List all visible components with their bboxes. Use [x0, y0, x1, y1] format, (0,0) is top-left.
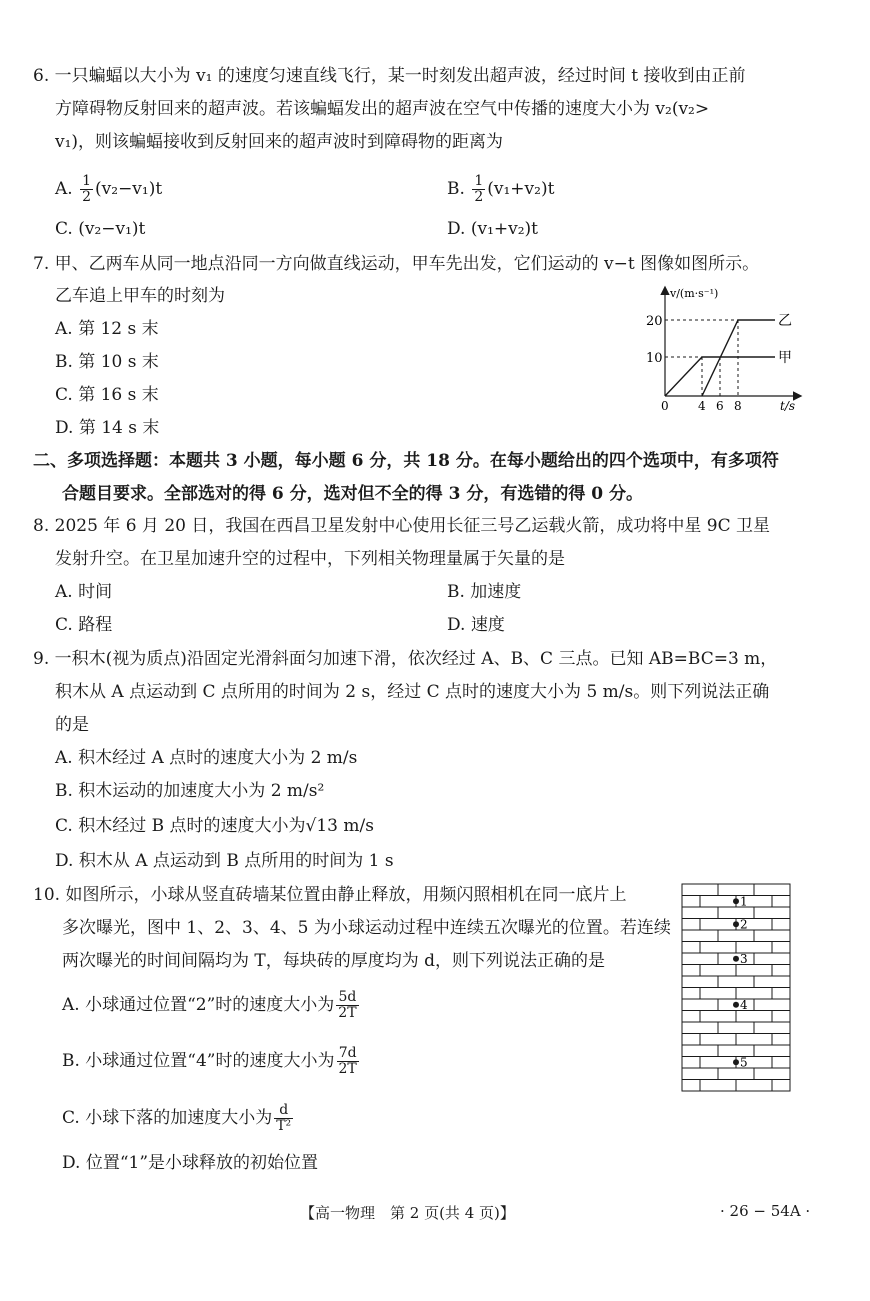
q10-line3: 两次曝光的时间间隔均为 T，每块砖的厚度均为 d，则下列说法正确的是: [62, 951, 606, 971]
brick-row: [682, 930, 790, 942]
fraction: $\frac{1}{2}$: [474, 173, 484, 205]
q7-option-a: A. 第 12 s 末: [55, 319, 159, 339]
q7-line2: 乙车追上甲车的时刻为: [55, 286, 225, 306]
q6-option-a: [55, 174, 162, 205]
ball-position-label: 5: [740, 1055, 748, 1070]
q8-line2: 发射升空。在卫星加速升空的过程中，下列相关物理量属于矢量的是: [55, 549, 565, 569]
ball-position-label: 4: [740, 997, 748, 1012]
brick-row: [682, 884, 790, 896]
ball-position: [733, 956, 739, 962]
q9-option-c: C. 积木经过 B 点时的速度大小为√13 m/s: [55, 816, 374, 836]
q8-line1: 8. 2025 年 6 月 20 日，我国在西昌卫星发射中心使用长征三号乙运载火箭，成功将中星 9C 卫星: [33, 516, 770, 536]
q7-option-b: B. 第 10 s 末: [55, 352, 159, 372]
q9-line1: 9. 一积木(视为质点)沿固定光滑斜面匀加速下滑，依次经过 A、B、C 三点。已知 AB=BC=3 m，: [33, 649, 778, 669]
q10-option-a: [62, 990, 361, 1021]
x-tick-0: 0: [661, 399, 669, 413]
y-tick-20: 20: [646, 314, 663, 329]
brick-row: [682, 1022, 790, 1034]
ball-position-label: 3: [740, 951, 748, 966]
q9-option-b: B. 积木运动的加速度大小为 2 m/s²: [55, 781, 325, 801]
q10-line1: 10. 如图所示，小球从竖直砖墙某位置由静止释放，用频闪照相机在同一底片上: [33, 885, 627, 905]
brick-row: [682, 907, 790, 919]
ball-position-label: 2: [740, 917, 748, 932]
series-label-yi: 乙: [778, 313, 792, 329]
option-text: C. 小球下落的加速度大小为: [62, 1108, 273, 1128]
q6-line3: v₁)，则该蝙蝠接收到反射回来的超声波时到障碍物的距离为: [55, 132, 504, 152]
q8-option-a: A. 时间: [55, 582, 113, 602]
q9-line3: 的是: [55, 715, 89, 735]
q6-option-c: C. (v₂−v₁)t: [55, 219, 146, 239]
option-label: A.: [55, 179, 73, 199]
q10-option-d: D. 位置“1”是小球释放的初始位置: [62, 1153, 319, 1173]
fraction: $\frac{7d}{2T}$: [338, 1045, 357, 1077]
q7-option-c: C. 第 16 s 末: [55, 385, 159, 405]
x-tick-6: 6: [716, 399, 724, 413]
page-code: · 26 − 54A ·: [720, 1202, 811, 1220]
ball-position: [733, 1002, 739, 1008]
ball-position: [733, 921, 739, 927]
brick-row: [682, 976, 790, 988]
q6-option-d: D. (v₁+v₂)t: [447, 219, 539, 239]
option-text: (v₁+v₂)t: [487, 179, 555, 199]
q8-option-d: D. 速度: [447, 615, 505, 635]
fraction: $\frac{d}{\text{T²}}$: [276, 1102, 292, 1134]
q9-option-a: A. 积木经过 A 点时的速度大小为 2 m/s: [55, 748, 358, 768]
q10-option-c: [62, 1103, 295, 1134]
section2-heading-line1: 二、多项选择题：本题共 3 小题，每小题 6 分，共 18 分。在每小题给出的四个选项中，有多项符: [33, 451, 779, 471]
q10-option-b: [62, 1046, 361, 1077]
q9-line2: 积木从 A 点运动到 C 点所用的时间为 2 s，经过 C 点时的速度大小为 5 m/s。则下列说法正确: [55, 682, 770, 702]
q7-vt-graph: [640, 283, 805, 418]
q7-option-d: D. 第 14 s 末: [55, 418, 160, 438]
q6-line2: 方障碍物反射回来的超声波。若该蝙蝠发出的超声波在空气中传播的速度大小为 v₂(v₂>: [55, 99, 710, 119]
q7-line1: 7. 甲、乙两车从同一地点沿同一方向做直线运动，甲车先出发，它们运动的 v−t 图像如图所示。: [33, 254, 760, 274]
brick-row: [682, 1068, 790, 1080]
y-tick-10: 10: [646, 351, 663, 366]
option-text: A. 小球通过位置“2”时的速度大小为: [62, 995, 335, 1015]
ball-position-label: 1: [740, 894, 748, 909]
q9-option-d: D. 积木从 A 点运动到 B 点所用的时间为 1 s: [55, 851, 394, 871]
section2-heading-line2: 合题目要求。全部选对的得 6 分，选对但不全的得 3 分，有选错的得 0 分。: [62, 484, 643, 504]
y-axis-label: v/(m·s⁻¹): [670, 287, 719, 300]
ball-position: [733, 898, 739, 904]
series-label-jia: 甲: [778, 350, 792, 366]
fraction: $\frac{5d}{2T}$: [338, 989, 357, 1021]
q6-option-b: [447, 174, 554, 205]
option-label: B.: [447, 179, 465, 199]
q10-line2: 多次曝光，图中 1、2、3、4、5 为小球运动过程中连续五次曝光的位置。若连续: [62, 918, 671, 938]
fraction: $\frac{1}{2}$: [82, 173, 92, 205]
x-axis-label: t/s: [780, 399, 796, 413]
ball-position: [733, 1059, 739, 1065]
x-tick-8: 8: [734, 399, 742, 413]
q6-line1: 6. 一只蝙蝠以大小为 v₁ 的速度匀速直线飞行，某一时刻发出超声波，经过时间 t 接收到由正前: [33, 66, 746, 86]
q8-option-b: B. 加速度: [447, 582, 522, 602]
option-text: (v₂−v₁)t: [95, 179, 163, 199]
brick-row: [682, 1045, 790, 1057]
x-tick-4: 4: [698, 399, 706, 413]
option-text: B. 小球通过位置“4”时的速度大小为: [62, 1051, 335, 1071]
page-footer: 【高一物理 第 2 页(共 4 页)】: [300, 1204, 515, 1222]
q10-brick-wall: [680, 882, 792, 1092]
q8-option-c: C. 路程: [55, 615, 113, 635]
